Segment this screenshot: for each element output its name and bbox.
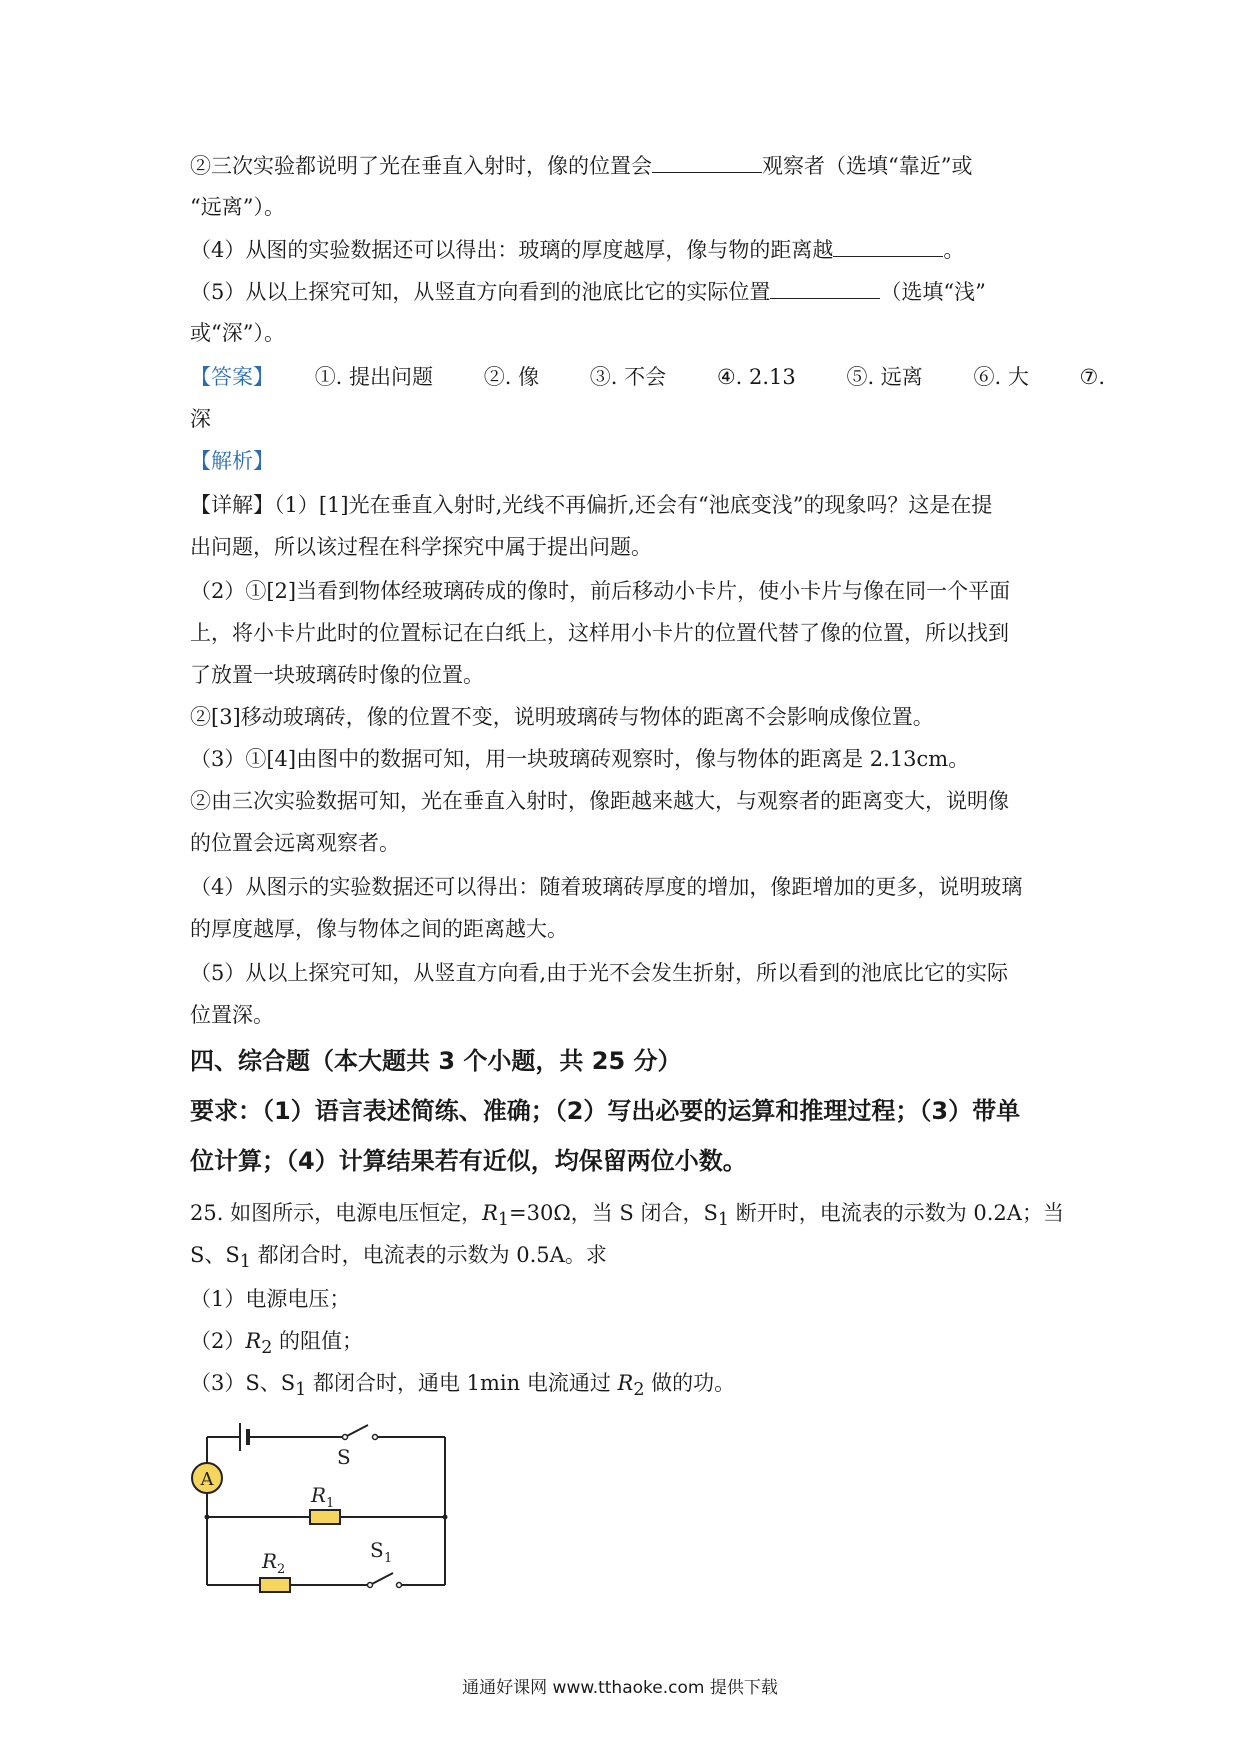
- analysis-tag: 【解析】: [190, 449, 274, 473]
- answer-blank: [770, 276, 880, 299]
- switch-s-contact: [343, 1435, 348, 1440]
- analysis-tag-line: [190, 446, 1060, 476]
- question-25-line: S、$S_1$ 都闭合时，电流表的示数为 0.5A。求: [190, 1243, 607, 1273]
- switch-s-blade: [345, 1425, 368, 1437]
- resistor-r2: [260, 1578, 290, 1592]
- answer-item: ④. 2.13: [716, 365, 796, 389]
- resistor-r1-label: R: [311, 1483, 327, 1507]
- answer-item: ②. 像: [483, 365, 540, 389]
- footer-source: 通通好课网 www.tthaoke.com 提供下载: [462, 1678, 778, 1698]
- detail-line: （5）从以上探究可知，从竖直方向看,由于光不会发生折射，所以看到的池底比它的实际: [190, 961, 1009, 985]
- question-5-line: （5）从以上探究可知，从竖直方向看到的池底比它的实际位置 （选填“浅”: [190, 276, 1060, 307]
- question-25-line: 25. 如图所示，电源电压恒定，$R_1=30\Omega$，当 S 闭合，$S_1$ 断开时，电流表的示数为 0.2A；当: [190, 1201, 1064, 1231]
- resistor-r1-subscript: 1: [326, 1496, 335, 1511]
- question-25-sub: $(2)R_2$ 的阻值；: [190, 1329, 364, 1359]
- switch-s1-subscript: 1: [384, 1551, 393, 1566]
- detail-line: ②[3]移动玻璃砖，像的位置不变，说明玻璃砖与物体的距离不会影响成像位置。: [190, 705, 934, 729]
- circuit-diagram: [185, 1405, 460, 1610]
- question-25-sub: （1）电源电压；: [190, 1287, 351, 1311]
- switch-s-contact: [373, 1435, 378, 1440]
- detail-line: ②由三次实验数据可知，光在垂直入射时，像距越来越大，与观察者的距离变大，说明像: [190, 789, 1009, 813]
- detail-line: （3）①[4]由图中的数据可知，用一块玻璃砖观察时，像与物体的距离是 2.13cm。: [190, 747, 970, 771]
- resistor-r2-label: R: [262, 1549, 278, 1573]
- answer-item: ⑦.: [1079, 365, 1106, 389]
- answer-item: ①. 提出问题: [314, 365, 434, 389]
- switch-s1-contact: [397, 1583, 402, 1588]
- ammeter-label: A: [200, 1469, 214, 1490]
- resistor-r1: [310, 1510, 340, 1524]
- question-4-line: （4）从图的实验数据还可以得出：玻璃的厚度越厚，像与物的距离越 。: [190, 234, 1060, 265]
- switch-s1-contact: [368, 1583, 373, 1588]
- detail-line: 出问题，所以该过程在科学探究中属于提出问题。: [190, 535, 652, 559]
- answer-line: [190, 362, 1106, 392]
- detail-line: 位置深。: [190, 1003, 274, 1027]
- section-requirement: 位计算；（4）计算结果若有近似，均保留两位小数。: [190, 1147, 747, 1175]
- question-3-2-line: ②三次实验都说明了光在垂直入射时，像的位置会 观察者（选填“靠近”或: [190, 150, 1060, 181]
- detail-line: 了放置一块玻璃砖时像的位置。: [190, 663, 484, 687]
- answer-tag: 【答案】: [190, 365, 274, 389]
- switch-s1-label: S: [370, 1538, 384, 1562]
- answer-blank: [652, 150, 762, 173]
- question-25-sub: （3）S、$S_1$ 都闭合时，通电 1min 电流通过 $R_2$ 做的功。: [190, 1371, 736, 1401]
- detail-line: 的位置会远离观察者。: [190, 831, 400, 855]
- detail-line: （4）从图示的实验数据还可以得出：随着玻璃砖厚度的增加，像距增加的更多，说明玻璃: [190, 875, 1023, 899]
- answer-item: ⑤. 远离: [846, 365, 923, 389]
- question-5-line-cont: 或“深”）。: [190, 321, 285, 345]
- switch-s1-blade: [370, 1573, 393, 1585]
- detail-line: 上，将小卡片此时的位置标记在白纸上，这样用小卡片的位置代替了像的位置，所以找到: [190, 621, 1009, 645]
- detail-tag: 【详解】: [190, 493, 274, 517]
- detail-line: （2）①[2]当看到物体经玻璃砖成的像时，前后移动小卡片，使小卡片与像在同一个平面: [190, 579, 1011, 603]
- junction-dot: [205, 1515, 210, 1520]
- section-heading: 四、综合题（本大题共 3 个小题，共 25 分）: [190, 1047, 682, 1075]
- detail-line: 【详解】（1）[1]光在垂直入射时,光线不再偏折,还会有“池底变浅”的现象吗？这是在提: [190, 493, 993, 517]
- answer-item: ⑥. 大: [973, 365, 1029, 389]
- detail-line: 的厚度越厚，像与物体之间的距离越大。: [190, 917, 568, 941]
- resistor-r2-subscript: 2: [277, 1562, 286, 1577]
- answer-line-cont: 深: [190, 407, 211, 431]
- switch-s-label: S: [337, 1445, 351, 1469]
- junction-dot: [443, 1515, 448, 1520]
- answer-item: ③. 不会: [589, 365, 667, 389]
- answer-blank: [833, 234, 943, 257]
- question-3-2-line-cont: “远离”）。: [190, 195, 285, 219]
- section-requirement: 要求：（1）语言表述简练、准确；（2）写出必要的运算和推理过程；（3）带单: [190, 1097, 1021, 1125]
